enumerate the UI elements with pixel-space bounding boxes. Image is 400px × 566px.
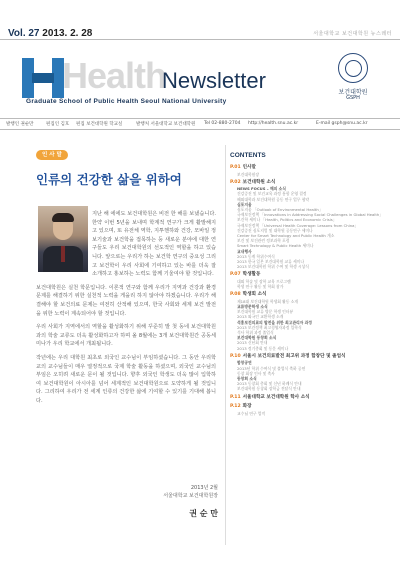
contents-item: Smart Technology & Public Health 세미나 <box>237 243 314 249</box>
contents-item: 국제보건정책 「Universal Health Coverage: Lessons from China」 <box>237 222 359 228</box>
contents-page-number: P.02 <box>230 179 241 185</box>
contents-group <box>230 404 390 416</box>
contents-item: 2013 외국인 교환학생 소개 <box>237 314 284 320</box>
contents-group-title[interactable] <box>230 395 390 402</box>
contents-item: 건강증진 및 보건교육 과정 통합 운영 결정 <box>237 191 307 197</box>
contents-heading: CONTENTS <box>230 152 266 159</box>
contents-item: 보건대학원 동창회 소식 <box>237 335 277 341</box>
contents-item: 국제보건정책 「Innovations in Addressing Social Challenges in Global Health」 <box>237 212 384 218</box>
article-title: 인류의 건강한 삶을 위하여 <box>36 172 182 187</box>
email-link[interactable]: E-mail gsph@snu.ac.kr <box>316 121 368 126</box>
contents-item: 해외대학과 보건대학원 공동 연구 업무 협약 <box>237 196 310 202</box>
contents-item: 동창 회장 인사 및 축사 <box>237 370 275 376</box>
editor: 편집인 김호 <box>46 122 70 127</box>
contents-item: 2013년 학위 수여식 및 졸업식 축하 공연 <box>237 365 306 371</box>
sign-org: 서울대학교 보건대학원장 <box>163 492 218 499</box>
tel: Tel 02-880-2704 <box>204 121 241 126</box>
contents-item: 2013 정기총회 및 동문 세미나 <box>237 345 289 351</box>
contents-item: 동창회 소식 <box>237 376 257 381</box>
contents-group <box>230 395 390 402</box>
seal-label-kr: 보건대학원 <box>338 89 368 96</box>
contents-page-number: P.10 <box>230 353 241 359</box>
top-header-bar <box>0 0 400 40</box>
signature-block <box>150 485 218 500</box>
contents-page-number: P.08 <box>230 292 241 298</box>
contents-item: 2013 동계 학위수여식 <box>237 253 275 259</box>
article-paragraph: 작년에는 우리 대학원 최초로 외국인 교수님이 부임하셨습니다. 그 동안 우리학교의 교수님들이 매우 열정적으로 국제 학술 활동을 하셨으며, 외국인 교수님의 부임은 오히려 새로운 문이 될 것입니다. 향후 외국인 학생도 더욱 많이 입학하여 보건대학원이 아시아를 넘어 세계적인 보건대학원으로 도약하게 될 것입니다. 그리하여 우리가 전 세계 인류의 건강한 삶에 기여할 수 있기를 기대해 봅니다. <box>36 354 216 404</box>
sign-name: 권 순 만 <box>189 509 218 518</box>
contents-item: 석사 학위 과정 졸업식 <box>237 330 274 336</box>
contents-item: 2013 신년회 안내 <box>237 340 268 346</box>
column-divider <box>225 145 226 545</box>
school-name: Graduate School of Public Health Seoul National University <box>26 98 227 105</box>
contents-title-text: 서울시 보건의료발전 최고위 과정 합창단 및 졸업식 <box>242 353 346 359</box>
contents-item: 합창공연 <box>237 360 252 366</box>
contents-page-number: P.07 <box>230 272 241 278</box>
contents-title-text: 화장 <box>242 404 252 410</box>
volume-number: Vol. 27 <box>8 28 40 39</box>
contents-item: 대외 학술 및 장학 교육 프로그램 <box>237 278 291 284</box>
contents-item: 교내행사 <box>237 248 252 254</box>
health-h-logo-icon <box>22 58 64 98</box>
contents-group <box>230 272 390 289</box>
contents-item: 보건학 세미나 「Health, Politics and Economic Crisis」 <box>237 217 337 223</box>
contents-item: 보건 및 보건관련 정보과학 포럼 <box>237 238 290 244</box>
contents-item: 건강증진 심포지엄 및 대학원 공동연구 세미나 <box>237 227 313 233</box>
article-paragraph: 지난 해 에에도 보건대학원은 비전 한 해를 보냈습니다. 한약 이번 5년을 보내며 학계적 연구가 크게 활발해지고 있으며, 또 유전체 역학, 지투헨하와 건강, 모바일 정보기술과 보건학을 접목하는 등 새로운 분야에 대한 연구들도 우리 보건대학원의 선도적인 역할을 하고 있습니다. 앞으로는 우리가 하는 보건학 연구의 중요성 그리고 보건학이 우리 사회에 기여하고 있는 바를 더욱 잘 소개하고 홍보하는 노력도 함께 기울여야 할 것입니다. <box>92 211 216 278</box>
contents-page-number: P.11 <box>230 394 241 400</box>
contents-item: 제18대 보건대학원 학생회 활동 소개 <box>237 298 299 304</box>
logo-word: Health <box>62 55 167 96</box>
contents-title-text: 보건대학원 소식 <box>242 179 276 185</box>
volume-date <box>8 28 92 39</box>
article-paragraph: 보건대학원은 실천 학문입니다. 이론적 연구와 함께 우리가 지역과 건강과 환경 문제를 해결하기 위한 실천적 노력을 게을리 하지 않아야 하겠습니다. 우리가 해결해야 할 보건의료 문제는 여전히 산적해 있으며, 한국 사회와 세계 보건 발전을 위한 노력이 계속되어야 할 것입니다. <box>36 284 216 317</box>
contents-item: 석흥보건의료의 발전을 위한 최고관리자 과정 <box>237 319 312 325</box>
sign-date: 2013년 2월 <box>190 485 218 491</box>
contents-item: 교수님 연구 업적 <box>237 410 266 416</box>
editors: 편집 보건대학원 학교실 <box>76 122 123 127</box>
university-seal-icon <box>338 53 368 83</box>
contents-item: 보건대학원장 <box>237 171 260 177</box>
contents-list <box>230 165 390 419</box>
contents-item: 2013 동창회 총회 및 신년 하례식 안내 <box>237 381 302 387</box>
contents-item: 보건대학원 동창회 장학금 전달식 안내 <box>237 386 301 392</box>
contents-title-text: 학생회 소식 <box>242 292 267 298</box>
issue-date: 2013. 2. 28 <box>42 28 93 39</box>
contents-item: 보건대학원 교류 방문 학생 인터뷰 <box>237 309 294 315</box>
address: 발행처 서울대학교 보건대학원 <box>136 122 196 127</box>
publication-info-bar <box>0 118 400 130</box>
contents-title-text: 서울대학교 보건대학원 학사 소식 <box>242 394 310 400</box>
newsletter-word: Newsletter <box>162 68 266 93</box>
header-org-text: 서울대학교 보건대학원 뉴스레터 <box>313 31 392 37</box>
section-tag: 인 사 말 <box>36 150 68 160</box>
contents-item: NEWS FOCUS – 해외 소식 <box>237 186 286 192</box>
contents-item: Center for Smart Technology and Public Health 개소 <box>237 233 335 239</box>
article-paragraph: 우리 사회가 지역에서의 역할을 활성화하기 위해 꾸준히 발 첫 동네 보건대학원과의 학술 교류도 더욱 활성화하고자 하며 올 8월에는 3개 보건대학원간 공동세미나가 우리 학교에서 개최됩니다. <box>36 324 216 348</box>
contents-title-text: 학생활동 <box>242 272 261 278</box>
seal-label-en: GSPH <box>346 95 360 101</box>
dean-portrait <box>38 206 88 272</box>
contents-page-number: P.01 <box>230 165 241 170</box>
contents-item: 심포지움 「Outlook of Environmental Health」 <box>237 207 323 213</box>
contents-item: 심포지움 <box>237 201 252 207</box>
publisher: 발행인 권순만 <box>6 122 34 127</box>
website-link[interactable]: http://health.snu.ac.kr <box>248 121 299 126</box>
contents-item: 2013 보건대학원 학위 수여 및 학생 시상식 <box>237 264 309 270</box>
contents-group <box>230 292 390 351</box>
contents-title-text: 인사말 <box>242 165 256 170</box>
contents-item: 2013 보건정책 최고경영자과정 입학식 <box>237 324 302 330</box>
contents-group <box>230 165 390 177</box>
contents-group <box>230 354 390 392</box>
masthead <box>0 50 400 110</box>
contents-item: 학생 연구 활동 및 학회 참가 <box>237 284 284 290</box>
contents-item: 2013 한국 일본 보건대학원 교류 세미나 <box>237 259 305 265</box>
contents-page-number: P.12 <box>230 404 241 410</box>
contents-group <box>230 180 390 270</box>
contents-item: 교류방문학생 소식 <box>237 304 268 310</box>
